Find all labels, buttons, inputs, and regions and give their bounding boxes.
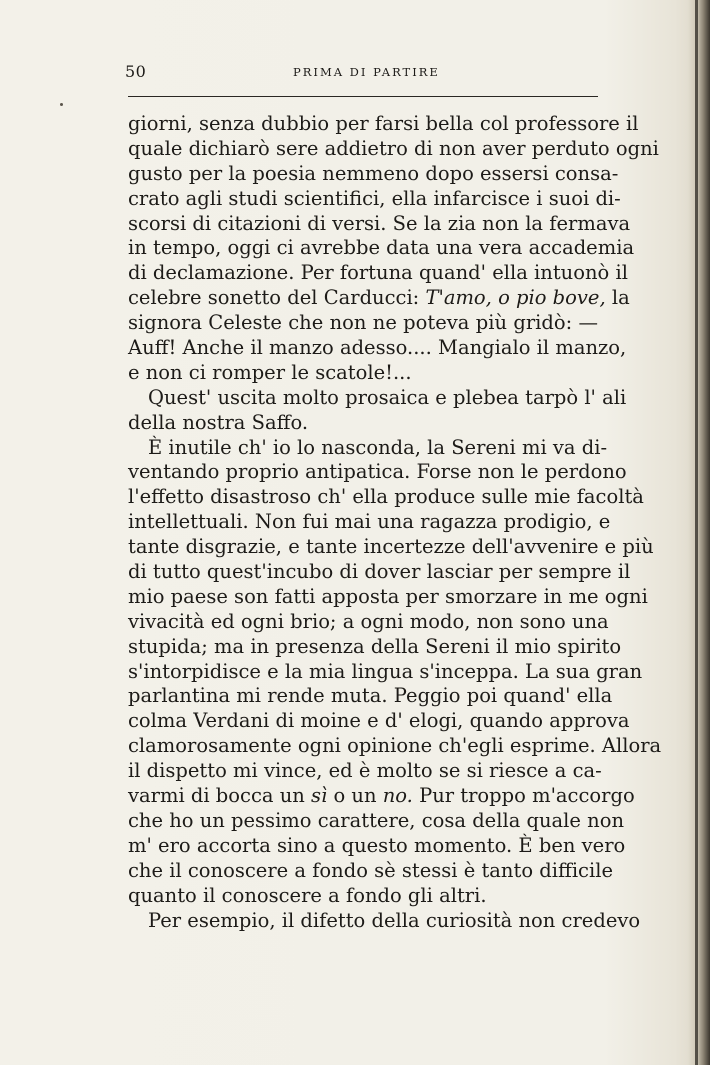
page-number: 50 xyxy=(125,62,147,81)
text-line: ventando proprio antipatica. Forse non le perdono xyxy=(128,460,627,484)
text-line: Per esempio, il difetto della curiosità non credevo xyxy=(148,908,641,932)
text-line: giorni, senza dubbio per farsi bella col professore il xyxy=(128,112,639,135)
text-line: crato agli studi scientifici, ella infarcisce i suoi di- xyxy=(128,186,621,210)
text-line: stupida; ma in presenza della Sereni il mio spirito xyxy=(128,634,622,658)
text-line: mio paese son fatti apposta per smorzare in me ogni xyxy=(128,584,648,608)
text-line: Quest' uscita molto prosaica e plebea tarpò l' ali xyxy=(148,385,627,409)
text-line: Auff! Anche il manzo adesso.... Mangialo il manzo, xyxy=(128,336,627,360)
text-line: che il conoscere a fondo sè stessi è tanto difficile xyxy=(128,858,613,882)
text-line: signora Celeste che non ne poteva più gridò: — xyxy=(128,311,598,335)
text-line: di tutto quest'incubo di dover lasciar per sempre il xyxy=(128,560,631,584)
text-line: e non ci romper le scatole!... xyxy=(128,360,412,384)
text-line: che ho un pessimo carattere, cosa della quale non xyxy=(128,808,625,832)
text-line: gusto per la poesia nemmeno dopo essersi consa- xyxy=(128,161,619,185)
text-line: scorsi di citazioni di versi. Se la zia non la fermava xyxy=(128,211,631,235)
text-line: di declamazione. Per fortuna quand' ella intuonò il xyxy=(128,261,628,285)
margin-speck xyxy=(60,103,63,106)
text-line: È inutile ch' io lo nasconda, la Sereni mi va di- xyxy=(148,435,608,459)
page-binding-edge xyxy=(688,0,710,1065)
text-line: clamorosamente ogni opinione ch'egli esprime. Allora xyxy=(128,734,662,758)
text-line: varmi di bocca un sì o un no. Pur troppo m'accorgo xyxy=(128,784,635,808)
running-head: PRIMA DI PARTIRE xyxy=(293,65,440,79)
header-rule xyxy=(128,96,598,97)
text-line: l'effetto disastroso ch' ella produce sulle mie facoltà xyxy=(128,485,644,509)
text-line: s'intorpidisce e la mia lingua s'inceppa. La sua gran xyxy=(128,659,643,683)
text-line: tante disgrazie, e tante incertezze dell'avvenire e più xyxy=(128,535,654,559)
text-line: della nostra Saffo. xyxy=(128,410,309,434)
text-line: intellettuali. Non fui mai una ragazza prodigio, e xyxy=(128,510,611,534)
text-line: colma Verdani di moine e d' elogi, quando approva xyxy=(128,709,630,733)
page-binding-line xyxy=(695,0,698,1065)
text-line: in tempo, oggi ci avrebbe data una vera accademia xyxy=(128,236,635,260)
text-line: quale dichiarò sere addietro di non aver perduto ogni xyxy=(128,136,659,160)
text-line: quanto il conoscere a fondo gli altri. xyxy=(128,883,487,907)
text-line: il dispetto mi vince, ed è molto se si riesce a ca- xyxy=(128,759,602,783)
text-line: vivacità ed ogni brio; a ogni modo, non sono una xyxy=(128,609,609,633)
text-line: parlantina mi rende muta. Peggio poi quand' ella xyxy=(128,684,613,708)
page-header xyxy=(125,62,598,90)
text-line: m' ero accorta sino a questo momento. È ben vero xyxy=(128,833,626,857)
body-text xyxy=(128,112,662,933)
text-line: celebre sonetto del Carducci: T'amo, o pio bove, la xyxy=(128,286,630,310)
